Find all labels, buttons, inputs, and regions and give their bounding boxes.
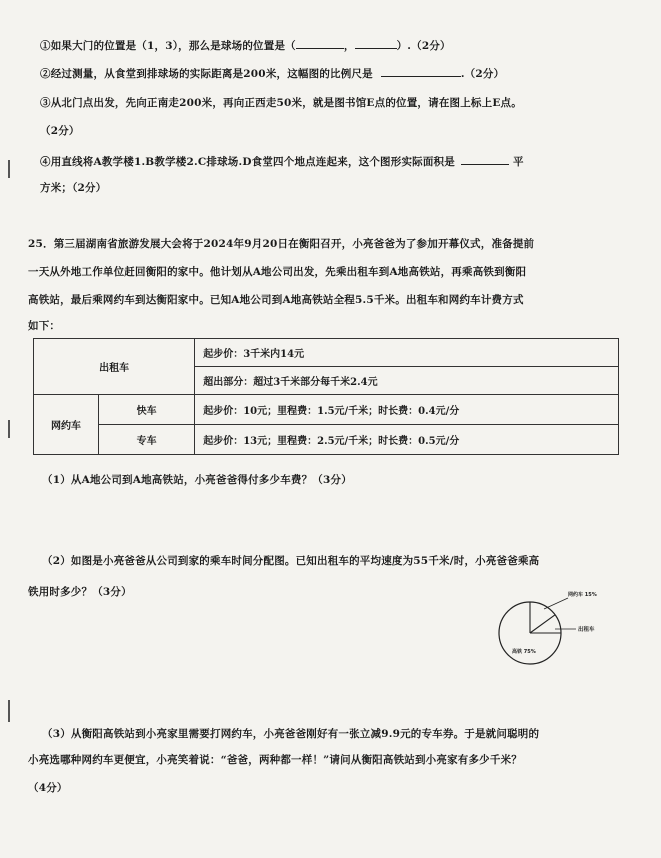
taxi-start-fee: 起步价：3千米内14元 <box>195 339 619 367</box>
q24-item1-end: ）.（2分） <box>396 40 451 52</box>
taxi-extra-fee: 超出部分：超过3千米部分每千米2.4元 <box>195 367 619 395</box>
express-fee: 起步价：10元；里程费：1.5元/千米；时长费：0.4元/分 <box>195 395 619 425</box>
label-leader-line <box>544 598 568 609</box>
q24-item4-end: 平 <box>512 156 524 168</box>
q24-item1-text: ①如果大门的位置是（1，3），那么是球场的位置是（ <box>40 40 296 52</box>
fee-table <box>33 338 619 455</box>
time-distribution-pie-chart <box>478 588 628 668</box>
binding-mark <box>8 420 10 438</box>
answer-blank[interactable] <box>296 37 344 49</box>
sub-question-3b: 小亮选哪种网约车更便宜，小亮笑着说：“爸爸，两种都一样！”请问从衡阳高铁站到小亮家有多少千米？ <box>28 754 522 766</box>
pie-label-ride-hailing: 网约车 15% <box>568 592 597 598</box>
premium-fee: 起步价：13元；里程费：2.5元/千米；时长费：0.5元/分 <box>195 425 619 455</box>
pie-slice-boundary-出租车 <box>530 615 555 633</box>
q24-item2-text: ②经过测量，从食堂到排球场的实际距离是200米，这幅图的比例尺是 <box>40 68 373 80</box>
answer-blank[interactable] <box>381 65 461 77</box>
q24-item2 <box>40 65 504 81</box>
q24-item3a: ③从北门点出发，先向正南走200米，再向正西走50米，就是图书馆E点的位置，请在图上标上E点。 <box>40 97 522 109</box>
pie-label-taxi: 出租车 <box>578 627 595 633</box>
sub-question-2a: （2）如图是小亮爸爸从公司到家的乘车时间分配图。已知出租车的平均速度为55千米/时，小亮爸爸乘高 <box>42 555 540 567</box>
sub-question-2b: 铁用时多少？（3分） <box>28 586 132 598</box>
pie-label-high-speed-rail: 高铁 75% <box>512 649 536 655</box>
q25-intro-2: 一天从外地工作单位赶回衡阳的家中。他计划从A地公司出发，先乘出租车到A地高铁站，再乘高铁到衡阳 <box>28 266 527 278</box>
answer-blank[interactable] <box>461 153 509 165</box>
binding-mark <box>8 700 10 722</box>
q24-item2-end: .（2分） <box>460 68 505 80</box>
q25-intro-3: 高铁站，最后乘网约车到达衡阳家中。已知A地公司到A地高铁站全程5.5千米。出租车和网约车计费方式 <box>28 294 524 306</box>
ride-hailing-label: 网约车 <box>34 395 99 455</box>
express-label: 快车 <box>99 395 195 425</box>
q24-item1-sep: ， <box>343 40 355 52</box>
answer-blank[interactable] <box>355 37 397 49</box>
binding-mark <box>8 160 10 178</box>
sub-question-1: （1）从A地公司到A地高铁站，小亮爸爸得付多少车费？（3分） <box>42 474 352 486</box>
q24-item4b: 方米；（2分） <box>40 182 107 194</box>
q25-intro-1: 25．第三届湖南省旅游发展大会将于2024年9月20日在衡阳召开，小亮爸爸为了参加开幕仪式，准备提前 <box>28 238 535 250</box>
q24-item4a <box>40 153 524 169</box>
q24-item4-text: ④用直线将A教学楼1.B教学楼2.C排球场.D食堂四个地点连起来，这个图形实际面积是 <box>40 156 455 168</box>
q25-intro-4: 如下： <box>28 320 61 332</box>
q24-item3b: （2分） <box>40 125 80 137</box>
taxi-label: 出租车 <box>34 339 195 395</box>
sub-question-3c: （4分） <box>28 782 68 794</box>
sub-question-3a: （3）从衡阳高铁站到小亮家里需要打网约车，小亮爸爸刚好有一张立减9.9元的专车券。于是就问聪明的 <box>42 728 540 740</box>
q24-item1 <box>40 37 451 53</box>
premium-label: 专车 <box>99 425 195 455</box>
